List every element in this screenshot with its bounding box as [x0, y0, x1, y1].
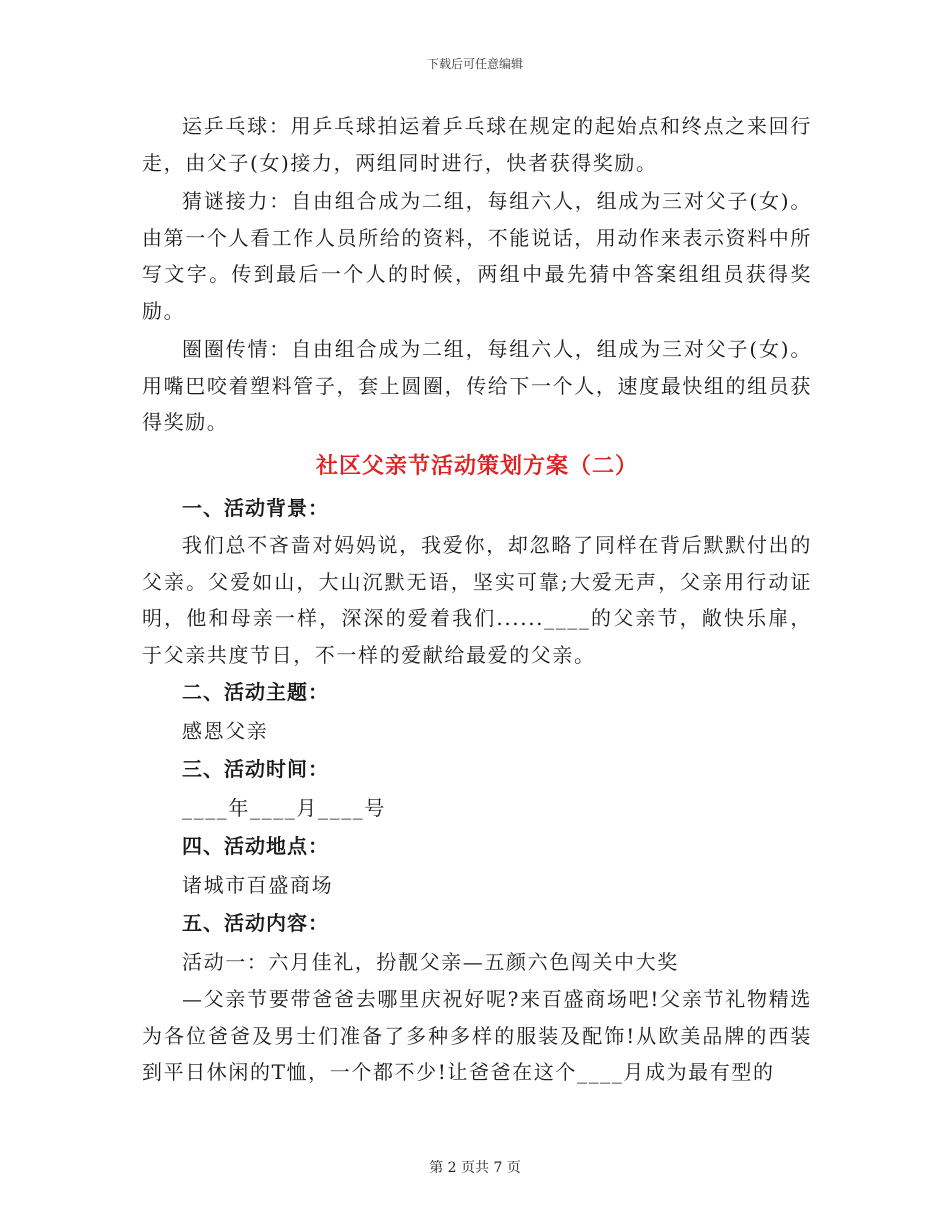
document-body	[142, 108, 812, 1091]
paragraph-riddle-relay: 猜谜接力：自由组合成为二组，每组六人，组成为三对父子(女)。由第一个人看工作人员所给的资料，不能说话，用动作来表示资料中所写文字。传到最后一个人的时候，两组中最先猜中答案组组员获得奖励。	[142, 189, 812, 323]
text-place: 诸城市百盛商场	[182, 872, 334, 897]
heading-theme: 二、活动主题：	[182, 680, 329, 704]
heading-background: 一、活动背景：	[182, 495, 329, 520]
paragraph-ring-pass: 圈圈传情：自由组合成为二组，每组六人，组成为三对父子(女)。用嘴巴咬着塑料管子，套上圆圈，传给下一个人，速度最快组的组员获得奖励。	[142, 337, 812, 434]
paragraph-background: 我们总不吝啬对妈妈说，我爱你，却忽略了同样在背后默默付出的父亲。父爱如山，大山沉默无语，坚实可靠;大爱无声，父亲用行动证明，他和母亲一样，深深的爱着我们......____的父亲节，敞快乐扉，于父亲共度节日，不一样的爱献给最爱的父亲。	[142, 533, 812, 667]
heading-time: 三、活动时间：	[182, 757, 329, 781]
paragraph-activity-one: —父亲节要带爸爸去哪里庆祝好呢?来百盛商场吧!父亲节礼物精选为各位爸爸及男士们准备了多种多样的服装及配饰!从欧美品牌的西装到平日休闲的T恤，一个都不少!让爸爸在这个____月成为最有型的	[142, 987, 812, 1084]
text-time: ____年____月____号	[182, 795, 386, 820]
heading-place: 四、活动地点：	[182, 834, 329, 858]
page-header: 下载后可任意编辑	[426, 57, 523, 71]
heading-content: 五、活动内容：	[182, 911, 329, 935]
text-activity-one: 活动一：六月佳礼，扮靓父亲—五颜六色闯关中大奖	[182, 949, 679, 974]
section-title: 社区父亲节活动策划方案（二）	[315, 452, 638, 479]
paragraph-pingpong: 运乒乓球：用乒乓球拍运着乒乓球在规定的起始点和终点之来回行走，由父子(女)接力，两组同时进行，快者获得奖励。	[142, 114, 812, 175]
page-footer: 第 2 页共 7 页	[429, 1160, 521, 1176]
text-theme: 感恩父亲	[182, 718, 269, 743]
